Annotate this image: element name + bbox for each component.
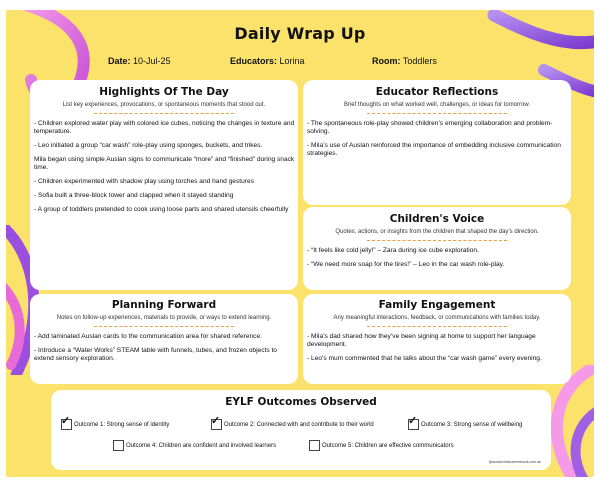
check-icon: ✓ xyxy=(61,415,71,427)
list-item: - “We need more soap for the tires!” – Leo in the car wash role-play. xyxy=(307,261,505,268)
list-item: - Add laminated Auslan cards to the communication area for shared reference. xyxy=(34,333,262,340)
outcome-label: Outcome 2: Connected with and contribute to their world xyxy=(224,421,374,428)
outcome-5[interactable] xyxy=(309,440,454,451)
list-item: - Mila’s use of Auslan reinforced the importance of embedding inclusive communication strategies. xyxy=(307,142,561,157)
check-icon: ✓ xyxy=(408,415,418,427)
childrens-voice-hint: Quotes, actions, or insights from the children that shaped the day’s direction. xyxy=(335,229,539,235)
list-item: - Sofia built a three-block tower and clapped when it stayed standing xyxy=(34,192,234,199)
educators-label: Educators: xyxy=(230,56,278,66)
date-field xyxy=(108,56,171,66)
divider xyxy=(367,113,507,114)
page-title: Daily Wrap Up xyxy=(234,24,366,43)
checkbox[interactable] xyxy=(113,440,124,451)
family-engagement-card xyxy=(303,294,571,384)
outcome-4[interactable] xyxy=(113,440,276,451)
credit-text: @aussiechildcarenetwork.com.au xyxy=(488,460,541,464)
family-engagement-hint: Any meaningful interactions, feedback, or communications with families today. xyxy=(333,315,541,321)
outcome-label: Outcome 5: Children are effective communicators xyxy=(322,442,454,449)
list-item: - Children explored water play with colored ice cubes, noticing the changes in texture and temperature. xyxy=(34,120,295,135)
highlights-hint: List key experiences, provocations, or spontaneous moments that stood out. xyxy=(62,102,266,108)
list-item: - Mila’s dad shared how they’ve been signing at home to support her language development. xyxy=(307,333,536,348)
room-label: Room: xyxy=(372,56,401,66)
planning-forward-heading: Planning Forward xyxy=(111,299,217,311)
list-item: - A group of toddlers pretended to cook using loose parts and shared utensils cheerfully xyxy=(34,206,289,213)
list-item: - Introduce a “Water Works” STEAM table with funnels, tubes, and frozen objects to extend sensory exploration. xyxy=(34,347,277,362)
divider xyxy=(367,240,507,241)
checkbox[interactable] xyxy=(309,440,320,451)
outcome-label: Outcome 4: Children are confident and involved learners xyxy=(126,442,277,449)
reflections-hint: Brief thoughts on what worked well, challenges, or ideas for tomorrow. xyxy=(343,102,531,108)
educators-value: Lorina xyxy=(279,56,305,66)
outcome-1[interactable] xyxy=(61,415,170,430)
family-engagement-list xyxy=(303,333,571,363)
wrap-up-board xyxy=(6,10,594,477)
highlights-card xyxy=(30,80,298,290)
checkbox[interactable] xyxy=(211,415,222,430)
reflections-heading: Educator Reflections xyxy=(375,86,499,98)
childrens-voice-heading: Children's Voice xyxy=(389,213,485,225)
date-label: Date: xyxy=(108,56,131,66)
list-item: - The spontaneous role-play showed children’s emerging collaboration and problem-solving. xyxy=(307,120,553,135)
list-item: - “It feels like cold jelly!” – Zara during ice cube exploration. xyxy=(307,247,479,254)
room-value: Toddlers xyxy=(402,56,437,66)
planning-forward-hint: Notes on follow-up experiences, materials to provide, or ways to extend learning. xyxy=(56,315,272,321)
planning-forward-list xyxy=(30,333,298,363)
outcome-3[interactable] xyxy=(408,415,523,430)
list-item: Mila began using simple Auslan signs to communicate “more” and “finished” during snack time. xyxy=(34,156,295,171)
check-icon: ✓ xyxy=(211,415,221,427)
checkbox[interactable] xyxy=(408,415,419,430)
room-field xyxy=(372,56,437,66)
planning-forward-card xyxy=(30,294,298,384)
divider xyxy=(94,113,234,114)
list-item: - Children experimented with shadow play using torches and hand gestures xyxy=(34,178,254,185)
date-value: 10-Jul-25 xyxy=(133,56,171,66)
divider xyxy=(367,326,507,327)
eylf-outcomes-card xyxy=(51,390,551,470)
childrens-voice-card xyxy=(303,207,571,290)
outcome-label: Outcome 1: Strong sense of identity xyxy=(74,421,170,428)
list-item: - Leo’s mum commented that he talks about the “car wash game” every evening. xyxy=(307,355,542,362)
highlights-list xyxy=(30,120,298,214)
list-item: - Leo initiated a group “car wash” role-play using sponges, buckets, and trikes. xyxy=(34,142,263,149)
highlights-heading: Highlights Of The Day xyxy=(99,86,229,98)
divider xyxy=(94,326,234,327)
outcome-2[interactable] xyxy=(211,415,374,430)
outcome-label: Outcome 3: Strong sense of wellbeing xyxy=(421,421,523,428)
educators-field xyxy=(230,56,305,66)
checkbox[interactable] xyxy=(61,415,72,430)
eylf-heading: EYLF Outcomes Observed xyxy=(225,396,377,408)
reflections-card xyxy=(303,80,571,205)
childrens-voice-list xyxy=(303,247,571,269)
family-engagement-heading: Family Engagement xyxy=(378,299,496,311)
reflections-list xyxy=(303,120,571,158)
